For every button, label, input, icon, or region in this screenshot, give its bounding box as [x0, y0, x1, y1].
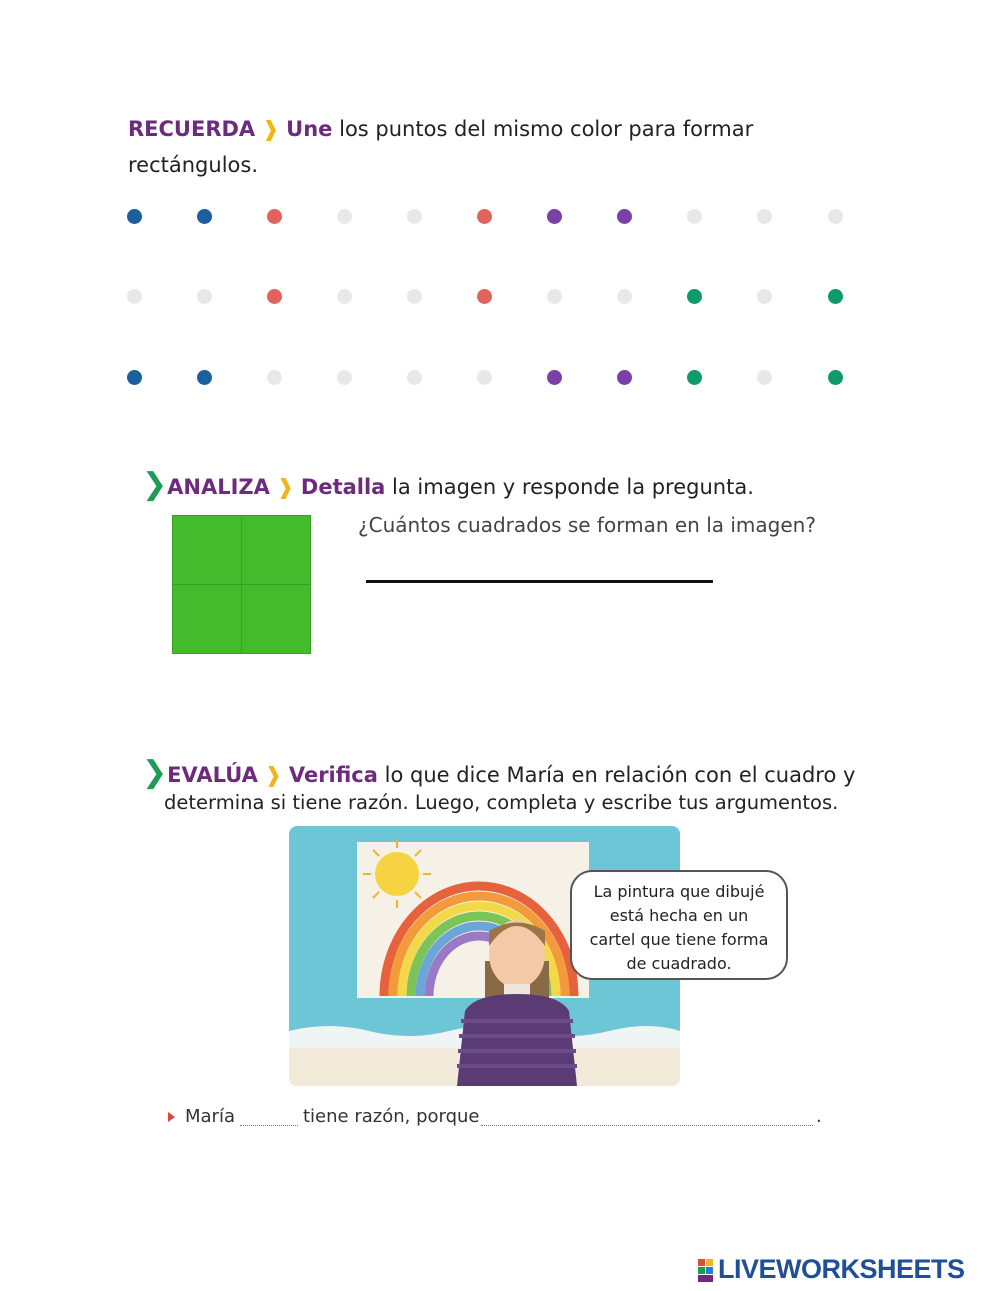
- dot-gray: [828, 209, 843, 224]
- analiza-arrow: ❱: [276, 475, 295, 499]
- speech-line: de cuadrado.: [626, 954, 732, 973]
- evalua-line2: determina si tiene razón. Luego, completa y escribe tus argumentos.: [164, 791, 839, 814]
- dot-gray: [407, 289, 422, 304]
- recuerda-verb: Une: [286, 117, 333, 141]
- chevron-right-icon: ❯: [142, 755, 168, 790]
- answer-middle: tiene razón, porque: [303, 1106, 480, 1127]
- dot-purple[interactable]: [547, 209, 562, 224]
- recuerda-line2: rectángulos.: [128, 153, 258, 177]
- dot-gray: [757, 209, 772, 224]
- evalua-text: lo que dice María en relación con el cuadro y: [384, 763, 856, 787]
- analiza-text: la imagen y responde la pregunta.: [392, 475, 754, 499]
- answer-period: .: [816, 1106, 822, 1127]
- dot-blue[interactable]: [127, 209, 142, 224]
- green-square-cell: [241, 584, 311, 654]
- evalua-keyword: EVALÚA: [167, 763, 258, 787]
- speech-bubble: [570, 870, 788, 980]
- dot-red[interactable]: [267, 289, 282, 304]
- dot-gray: [757, 370, 772, 385]
- answer-line[interactable]: [366, 580, 713, 583]
- green-square-cell: [172, 515, 242, 585]
- analiza-instruction: [142, 467, 754, 502]
- dot-green[interactable]: [828, 289, 843, 304]
- dot-blue[interactable]: [127, 370, 142, 385]
- evalua-verb: Verifica: [288, 763, 378, 787]
- dot-red[interactable]: [477, 209, 492, 224]
- speech-line: La pintura que dibujé: [593, 882, 765, 901]
- dot-gray: [127, 289, 142, 304]
- dot-gray: [407, 370, 422, 385]
- dot-gray: [687, 209, 702, 224]
- dot-purple[interactable]: [547, 370, 562, 385]
- liveworksheets-logo: LIVEWORKSHEETS: [718, 1254, 965, 1284]
- dot-green[interactable]: [828, 370, 843, 385]
- dot-gray: [547, 289, 562, 304]
- green-square-figure: [172, 515, 311, 654]
- evalua-instruction: [142, 755, 856, 790]
- recuerda-text: los puntos del mismo color para formar: [339, 117, 754, 141]
- blank-1-input[interactable]: [240, 1118, 298, 1126]
- dot-red[interactable]: [267, 209, 282, 224]
- dot-gray: [477, 370, 492, 385]
- green-square-cell: [172, 584, 242, 654]
- dot-gray: [337, 209, 352, 224]
- dot-gray: [337, 370, 352, 385]
- dot-green[interactable]: [687, 289, 702, 304]
- analiza-verb: Detalla: [300, 475, 386, 499]
- dot-gray: [617, 289, 632, 304]
- chevron-right-icon: ❯: [142, 467, 168, 502]
- evalua-arrow: ❱: [264, 763, 283, 787]
- liveworksheets-logo-icon: [698, 1259, 720, 1283]
- speech-line: cartel que tiene forma: [589, 930, 769, 949]
- analiza-keyword: ANALIZA: [167, 475, 270, 499]
- dot-blue[interactable]: [197, 370, 212, 385]
- dot-purple[interactable]: [617, 370, 632, 385]
- dot-red[interactable]: [477, 289, 492, 304]
- dot-gray: [337, 289, 352, 304]
- dot-gray: [757, 289, 772, 304]
- dot-grid: [0, 0, 1000, 420]
- recuerda-arrow: ❱: [261, 117, 280, 141]
- dot-gray: [407, 209, 422, 224]
- dot-green[interactable]: [687, 370, 702, 385]
- dot-gray: [267, 370, 282, 385]
- bullet-icon: [168, 1112, 175, 1122]
- answer-name: María: [185, 1106, 235, 1127]
- dot-gray: [197, 289, 212, 304]
- dot-blue[interactable]: [197, 209, 212, 224]
- dot-purple[interactable]: [617, 209, 632, 224]
- recuerda-keyword: RECUERDA: [128, 117, 256, 141]
- analiza-question: ¿Cuántos cuadrados se forman en la imagen?: [358, 513, 816, 537]
- green-square-cell: [241, 515, 311, 585]
- speech-line: está hecha en un: [609, 906, 749, 925]
- blank-2-input[interactable]: [481, 1118, 813, 1126]
